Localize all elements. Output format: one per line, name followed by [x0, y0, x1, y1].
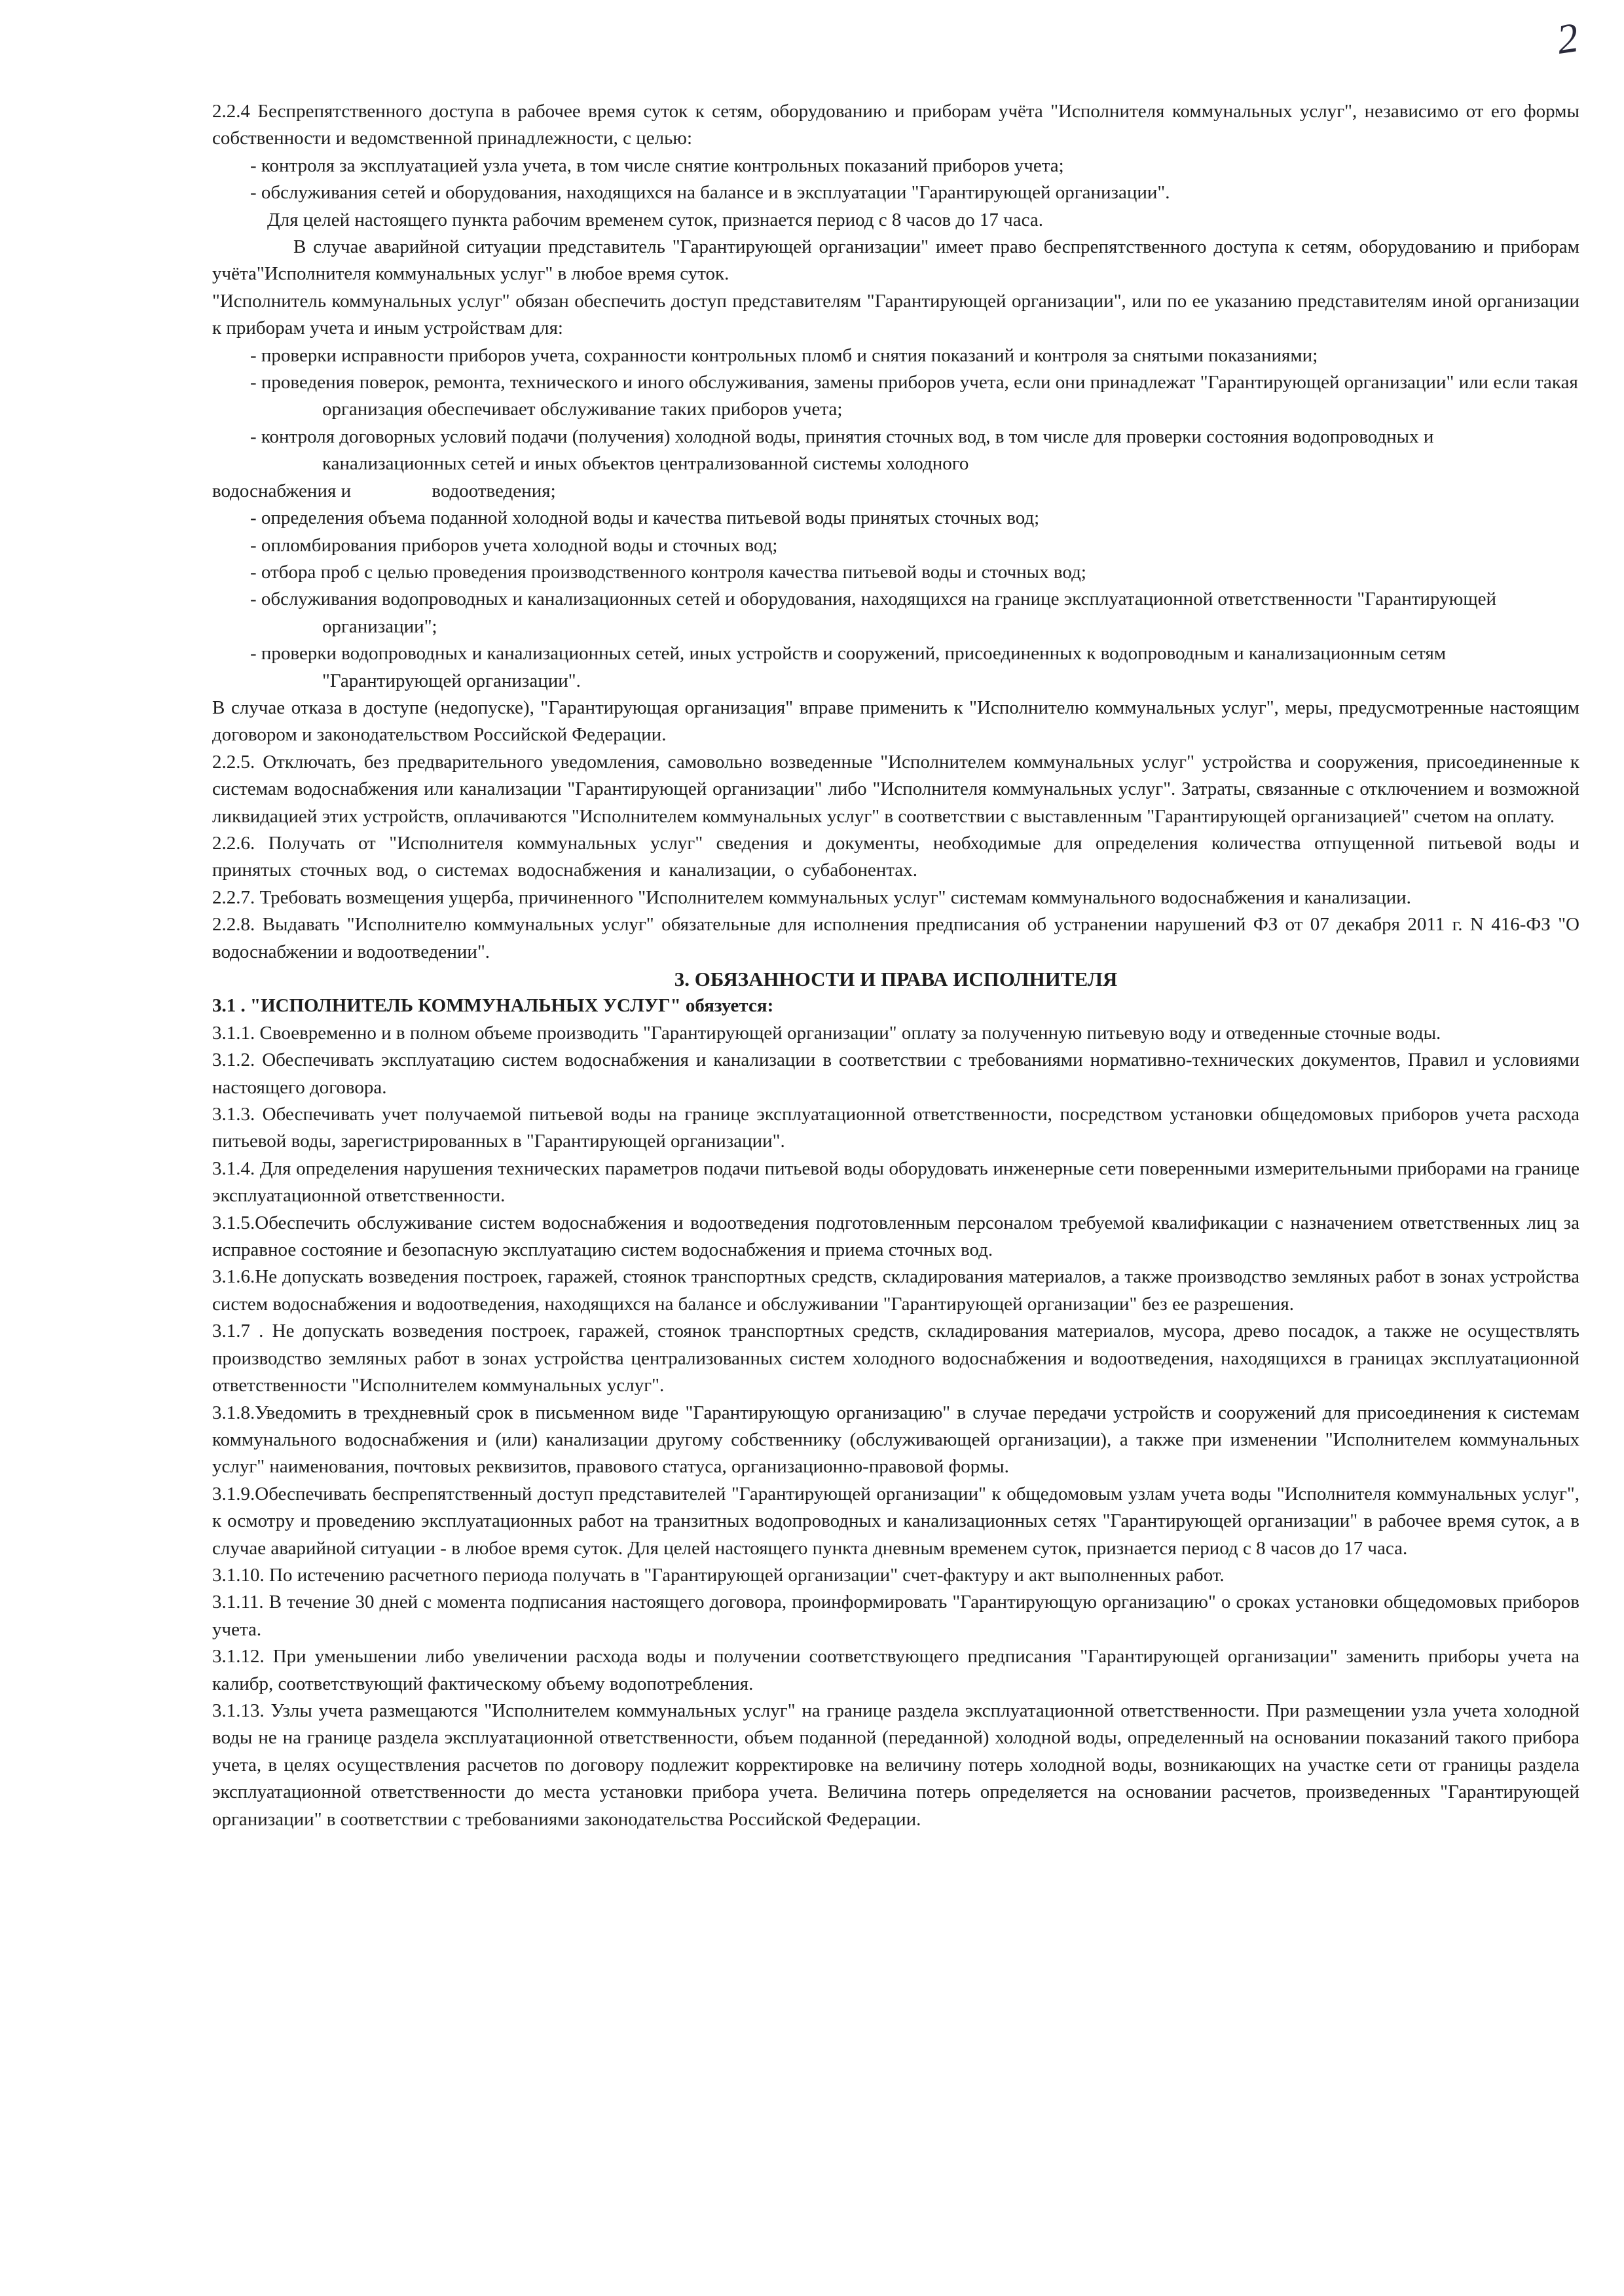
- obligation-3-1-4: 3.1.4. Для определения нарушения технических параметров подачи питьевой воды оборудовать инженерные сети поверенными измерительными приборами на границе эксплуатационной ответственности.: [212, 1157, 1579, 1207]
- document-body: [212, 98, 1579, 1833]
- obligation-3-1-3: 3.1.3. Обеспечивать учет получаемой питьевой воды на границе эксплуатационной ответственности, посредством установки общедомовых приборов учета расхода питьевой воды, зарегистрированных в "Гарантирующей организации".: [212, 1104, 1579, 1152]
- list-item: - проверки водопроводных и канализационных сетей, иных устройств и сооружений, присоединенных к водопроводным и канализационным сетям "Гарантирующей организации".: [250, 643, 1447, 691]
- obligation-3-1-7: 3.1.7 . Не допускать возведения построек, гаражей, стоянок транспортных средств, складирования материалов, мусора, древо посадок, а также не осуществлять производство земляных работ в зонах устройства централизованных систем холодного водоснабжения и водоотведения, находящихся в границах эксплуатационной ответственности "Исполнителем коммунальных услуг".: [212, 1321, 1579, 1396]
- list-item: - отбора проб с целью проведения производственного контроля качества питьевой воды и сточных вод;: [250, 561, 1086, 583]
- obligation-3-1-11: 3.1.11. В течение 30 дней с момента подписания настоящего договора, проинформировать "Гарантирующую организацию" о сроках установки общедомовых приборов учета.: [212, 1592, 1579, 1640]
- list-item: - опломбирования приборов учета холодной воды и сточных вод;: [250, 534, 778, 556]
- paragraph-refusal: В случае отказа в доступе (недопуске), "Гарантирующая организация" вправе применить к "Исполнителю коммунальных услуг", меры, предусмотренные настоящим договором и законодательством Российской Федерации.: [212, 697, 1579, 746]
- list-item: - обслуживания водопроводных и канализационных сетей и оборудования, находящихся на границе эксплуатационной ответственности "Гарантирующей организации";: [250, 589, 1497, 637]
- list-item: - проведения поверок, ремонта, технического и иного обслуживания, замены приборов учета, если они принадлежат "Гарантирующей организации" или если такая организация обеспечивает обслуживание таких приборов учета;: [250, 372, 1578, 420]
- paragraph-2-2-6: 2.2.6. Получать от "Исполнителя коммунальных услуг" сведения и документы, необходимые для определения количества отпущенной питьевой воды и принятых сточных вод, о системах водоснабжения и канализации, о субабонентах.: [212, 832, 1579, 881]
- paragraph-2-2-5: 2.2.5. Отключать, без предварительного уведомления, самовольно возведенные "Исполнителем коммунальных услуг" устройства и сооружения, присоединенные к системам водоснабжения или канализации "Гарантирующей организации" либо "Исполнителя коммунальных услуг". Затраты, связанные с отключением и возможной ликвидацией этих устройств, оплачиваются "Исполнителем коммунальных услуг" в соответствии с выставленным "Гарантирующей организацией" счетом на оплату.: [212, 751, 1579, 827]
- obligation-3-1-9: 3.1.9.Обеспечивать беспрепятственный доступ представителей "Гарантирующей организации" к общедомовым узлам учета воды "Исполнителя коммунальных услуг", к осмотру и проведению эксплуатационных работ на транзитных водопроводных и канализационных сетях "Гарантирующей организации" в рабочее время суток, а в случае аварийной ситуации - в любое время суток. Для целей настоящего пункта дневным временем суток, признается период с 8 часов до 17 часа.: [212, 1483, 1579, 1559]
- obligation-3-1-1: 3.1.1. Своевременно и в полном объеме производить "Гарантирующей организации" оплату за полученную питьевую воду и отведенные сточные воды.: [212, 1022, 1441, 1044]
- list-item: - проверки исправности приборов учета, сохранности контрольных пломб и снятия показаний и контроля за снятыми показаниями;: [250, 344, 1318, 366]
- obligation-3-1-13: 3.1.13. Узлы учета размещаются "Исполнителем коммунальных услуг" на границе раздела эксплуатационной ответственности. При размещении узла учета холодной воды не на границе раздела эксплуатационной ответственности, объем поданной (переданной) холодной воды, определенный на основании показаний такого прибора учета, в целях осуществления расчетов по договору подлежит корректировке на величину потерь холодной воды, возникающих на участке сети от границы раздела эксплуатационной ответственности до места установки прибора учета. Величина потерь определяется на основании расчетов, произведенных "Гарантирующей организации" в соответствии с требованиями законодательства Российской Федерации.: [212, 1700, 1579, 1830]
- paragraph-2-2-4: 2.2.4 Беспрепятственного доступа в рабочее время суток к сетям, оборудованию и приборам учёта "Исполнителя коммунальных услуг", независимо от его формы собственности и ведомственной принадлежности, с целью:: [212, 101, 1579, 149]
- obligation-3-1-2: 3.1.2. Обеспечивать эксплуатацию систем водоснабжения и канализации в соответствии с требованиями нормативно-технических документов, Правил и условиями настоящего договора.: [212, 1049, 1579, 1098]
- paragraph-2-2-8: 2.2.8. Выдавать "Исполнителю коммунальных услуг" обязательные для исполнения предписания об устранении нарушений ФЗ от 07 декабря 2011 г. N 416-ФЗ "О водоснабжении и водоотведении".: [212, 914, 1579, 962]
- paragraph-emergency-access: В случае аварийной ситуации представитель "Гарантирующей организации" имеет право беспрепятственного доступа к сетям, оборудованию и приборам учёта"Исполнителя коммунальных услуг" в любое время суток.: [212, 236, 1579, 285]
- obligation-3-1-5: 3.1.5.Обеспечить обслуживание систем водоснабжения и водоотведения подготовленным персоналом требуемой квалификации с назначением ответственных лиц за исправное состояние и безопасную эксплуатацию систем водоснабжения и приема сточных вод.: [212, 1212, 1579, 1261]
- paragraph-access-obligation: "Исполнитель коммунальных услуг" обязан обеспечить доступ представителям "Гарантирующей организации", или по ее указанию представителям иной организации к приборам учета и иным устройствам для:: [212, 290, 1579, 339]
- section-subheading: 3.1 . "ИСПОЛНИТЕЛЬ КОММУНАЛЬНЫХ УСЛУГ" обязуется:: [212, 995, 774, 1017]
- obligation-3-1-12: 3.1.12. При уменьшении либо увеличении расхода воды и получении соответствующего предписания "Гарантирующей организации" заменить приборы учета на калибр, соответствующий фактическому объему водопотребления.: [212, 1646, 1579, 1694]
- list-item: - обслуживания сетей и оборудования, находящихся на балансе и в эксплуатации "Гарантирующей организации".: [250, 182, 1170, 204]
- section-heading: 3. ОБЯЗАННОСТИ И ПРАВА ИСПОЛНИТЕЛЯ: [674, 968, 1118, 991]
- obligation-3-1-6: 3.1.6.Не допускать возведения построек, гаражей, стоянок транспортных средств, складирования материалов, а также производство земляных работ в зонах устройства систем водоснабжения и водоотведения, находящихся на балансе и обслуживании "Гарантирующей организации" без ее разрешения.: [212, 1266, 1579, 1315]
- obligation-3-1-10: 3.1.10. По истечению расчетного периода получать в "Гарантирующей организации" счет-фактуру и акт выполненных работ.: [212, 1564, 1225, 1586]
- list-item: - определения объема поданной холодной воды и качества питьевой воды принятых сточных вод;: [250, 507, 1040, 529]
- paragraph-working-hours: Для целей настоящего пункта рабочим временем суток, признается период с 8 часов до 17 часа.: [267, 209, 1043, 230]
- list-item: - контроля договорных условий подачи (получения) холодной воды, принятия сточных вод, в том числе для проверки состояния водопроводных и канализационных сетей и иных объектов централизованной системы холодного: [250, 426, 1434, 475]
- page-number: 2: [1554, 14, 1581, 63]
- list-item-continuation: водоснабжения и водоотведения;: [212, 480, 556, 501]
- obligation-3-1-8: 3.1.8.Уведомить в трехдневный срок в письменном виде "Гарантирующую организацию" в случае передачи устройств и сооружений для присоединения к системам коммунального водоснабжения и (или) канализации другому собственнику (обслуживающей организации), а также при изменении "Исполнителем коммунальных услуг" наименования, почтовых реквизитов, правового статуса, организационно-правовой формы.: [212, 1402, 1579, 1478]
- list-item: - контроля за эксплуатацией узла учета, в том числе снятие контрольных показаний приборов учета;: [250, 155, 1064, 176]
- paragraph-2-2-7: 2.2.7. Требовать возмещения ущерба, причиненного "Исполнителем коммунальных услуг" системам коммунального водоснабжения и канализации.: [212, 886, 1411, 908]
